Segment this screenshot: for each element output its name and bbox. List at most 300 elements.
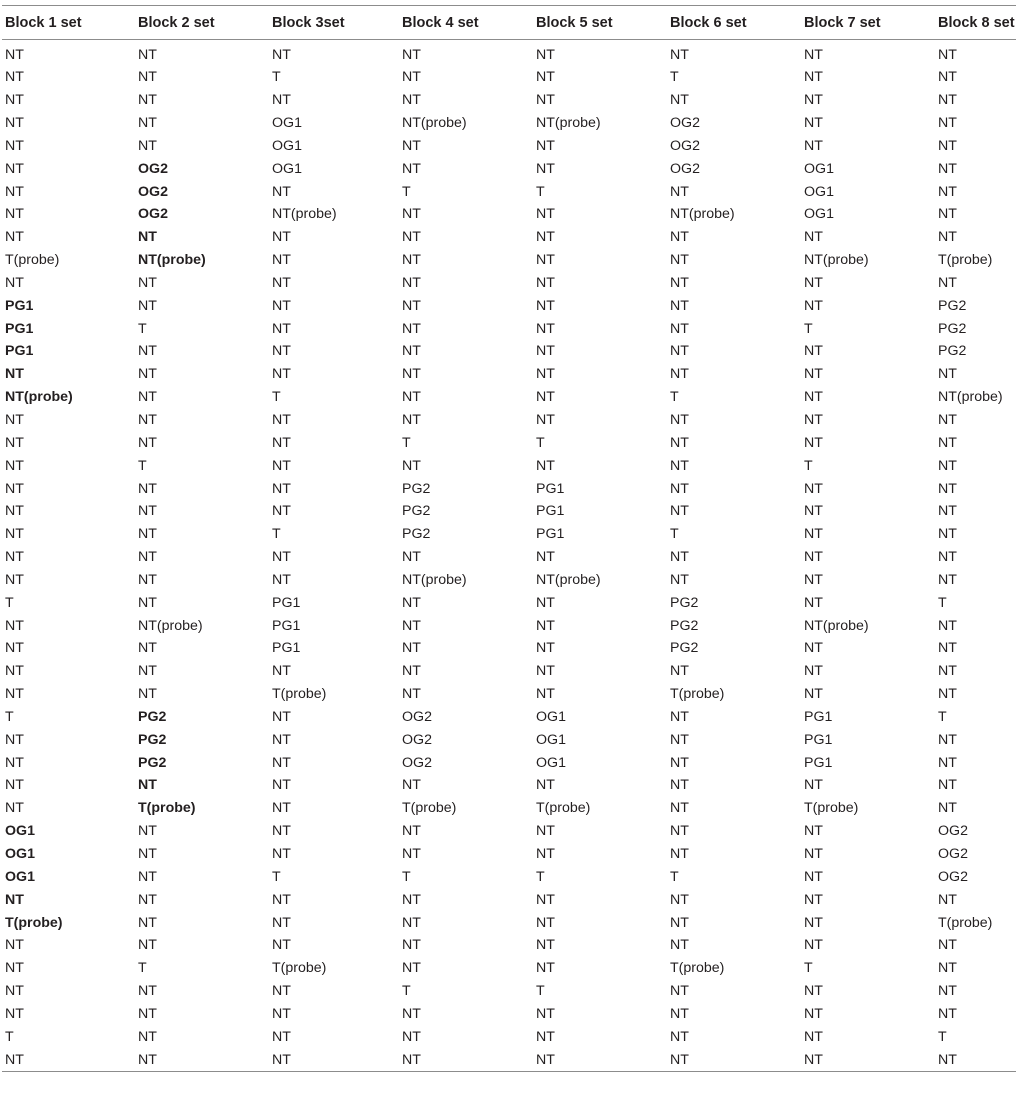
table-cell-block-7: NT — [804, 411, 823, 428]
table-cell-block-7: NT — [804, 274, 823, 291]
table-cell-block-4: NT — [402, 366, 421, 383]
table-cell-block-5: T — [536, 868, 545, 885]
table-cell-block-1: NT — [5, 526, 24, 543]
table-cell-block-1: T(probe) — [5, 252, 60, 269]
table-row — [2, 226, 1016, 249]
table-cell-block-3: NT — [272, 252, 291, 269]
table-cell-block-1: NT — [5, 640, 24, 657]
table-cell-block-2: NT — [138, 434, 157, 451]
table-cell-block-5: NT — [536, 411, 555, 428]
table-cell-block-2: NT(probe) — [138, 252, 206, 269]
table-cell-block-6: NT — [670, 549, 689, 566]
column-header-block-6: Block 6 set — [667, 6, 801, 40]
table-cell-block-2: NT — [138, 297, 157, 314]
table-cell-block-8: NT — [938, 526, 957, 543]
table-cell-block-4: PG2 — [402, 480, 431, 497]
table-cell-block-4: NT — [402, 252, 421, 269]
table-cell-block-6: NT — [670, 320, 689, 337]
table-row — [2, 1003, 1016, 1026]
table-cell-block-4: T(probe) — [402, 800, 457, 817]
table-cell-block-5: NT — [536, 640, 555, 657]
table-cell-block-2: NT — [138, 366, 157, 383]
table-cell-block-6: NT — [670, 503, 689, 520]
table-row — [2, 157, 1016, 180]
table-cell-block-8: NT — [938, 571, 957, 588]
table-body — [2, 40, 1016, 1072]
table-cell-block-2: NT — [138, 663, 157, 680]
table-cell-block-7: NT — [804, 868, 823, 885]
table-cell-block-4: NT — [402, 914, 421, 931]
table-cell-block-3: NT — [272, 708, 291, 725]
table-cell-block-2: NT — [138, 983, 157, 1000]
table-cell-block-6: NT — [670, 92, 689, 109]
table-cell-block-7: NT(probe) — [804, 252, 869, 269]
table-cell-block-2: T — [138, 960, 147, 977]
table-cell-block-6: NT — [670, 800, 689, 817]
table-cell-block-6: NT — [670, 183, 689, 200]
table-cell-block-3: PG1 — [272, 594, 301, 611]
table-cell-block-7: NT — [804, 389, 823, 406]
table-cell-block-6: NT — [670, 983, 689, 1000]
table-cell-block-7: NT — [804, 366, 823, 383]
table-cell-block-4: NT — [402, 1028, 421, 1045]
table-cell-block-8: NT — [938, 937, 957, 954]
table-cell-block-1: NT — [5, 457, 24, 474]
table-cell-block-5: NT — [536, 366, 555, 383]
table-cell-block-2: NT — [138, 526, 157, 543]
table-cell-block-8: NT — [938, 1051, 957, 1068]
table-cell-block-2: T — [138, 457, 147, 474]
table-cell-block-4: NT — [402, 1005, 421, 1022]
table-cell-block-6: OG2 — [670, 160, 700, 177]
table-cell-block-4: NT — [402, 92, 421, 109]
table-cell-block-5: NT — [536, 823, 555, 840]
table-cell-block-5: T — [536, 434, 545, 451]
table-row — [2, 363, 1016, 386]
table-cell-block-2: NT — [138, 846, 157, 862]
table-cell-block-1: NT — [5, 69, 24, 86]
table-cell-block-3: NT — [272, 297, 291, 314]
table-cell-block-5: NT — [536, 846, 555, 862]
table-cell-block-5: NT — [536, 252, 555, 269]
table-cell-block-3: OG1 — [272, 160, 302, 177]
table-cell-block-8: NT — [938, 366, 957, 383]
table-cell-block-6: NT — [670, 731, 689, 748]
table-cell-block-2: NT — [138, 503, 157, 520]
table-cell-block-7: NT — [804, 777, 823, 794]
table-cell-block-4: NT — [402, 960, 421, 977]
table-row — [2, 112, 1016, 135]
table-row — [2, 454, 1016, 477]
table-cell-block-5: OG1 — [536, 708, 566, 725]
table-cell-block-6: NT — [670, 914, 689, 931]
table-cell-block-5: NT — [536, 663, 555, 680]
table-cell-block-5: NT — [536, 297, 555, 314]
table-cell-block-7: NT(probe) — [804, 617, 869, 634]
table-cell-block-1: NT — [5, 983, 24, 1000]
table-cell-block-5: NT — [536, 617, 555, 634]
table-cell-block-8: NT — [938, 434, 957, 451]
table-cell-block-8: NT — [938, 800, 957, 817]
table-cell-block-4: NT — [402, 777, 421, 794]
table-header — [2, 6, 1016, 40]
table-cell-block-4: T — [402, 983, 411, 1000]
table-cell-block-2: NT — [138, 69, 157, 86]
table-cell-block-1: NT — [5, 960, 24, 977]
table-cell-block-2: NT — [138, 937, 157, 954]
table-cell-block-1: NT — [5, 46, 24, 63]
block-set-table-container — [2, 0, 1016, 1072]
table-cell-block-5: NT — [536, 137, 555, 154]
table-cell-block-2: NT — [138, 686, 157, 703]
table-cell-block-1: NT — [5, 92, 24, 109]
table-cell-block-2: OG2 — [138, 183, 168, 200]
table-cell-block-4: NT — [402, 549, 421, 566]
table-cell-block-5: NT — [536, 69, 555, 86]
table-cell-block-7: NT — [804, 983, 823, 1000]
table-cell-block-2: NT — [138, 137, 157, 154]
table-cell-block-8: NT — [938, 229, 957, 246]
table-cell-block-1: NT(probe) — [5, 389, 73, 406]
table-cell-block-3: NT — [272, 549, 291, 566]
table-cell-block-1: NT — [5, 366, 24, 383]
table-cell-block-4: NT — [402, 206, 421, 223]
table-cell-block-8: OG2 — [938, 846, 968, 862]
table-cell-block-3: T — [272, 389, 281, 406]
table-cell-block-5: NT — [536, 389, 555, 406]
table-cell-block-1: NT — [5, 160, 24, 177]
table-cell-block-7: PG1 — [804, 731, 833, 748]
table-cell-block-6: T — [670, 389, 679, 406]
table-cell-block-6: NT — [670, 663, 689, 680]
table-cell-block-6: NT — [670, 937, 689, 954]
table-cell-block-3: NT — [272, 320, 291, 337]
table-cell-block-2: NT — [138, 480, 157, 497]
table-cell-block-5: NT — [536, 549, 555, 566]
table-cell-block-4: NT(probe) — [402, 571, 467, 588]
table-cell-block-3: NT — [272, 800, 291, 817]
table-cell-block-8: T(probe) — [938, 914, 993, 931]
table-row — [2, 135, 1016, 158]
table-row — [2, 591, 1016, 614]
table-cell-block-5: NT(probe) — [536, 571, 601, 588]
table-cell-block-6: NT — [670, 252, 689, 269]
table-cell-block-8: T(probe) — [938, 252, 993, 269]
table-cell-block-8: NT — [938, 754, 957, 771]
table-cell-block-5: NT — [536, 229, 555, 246]
table-cell-block-7: NT — [804, 297, 823, 314]
table-cell-block-3: NT — [272, 480, 291, 497]
table-cell-block-3: PG1 — [272, 617, 301, 634]
table-cell-block-7: NT — [804, 640, 823, 657]
table-cell-block-8: OG2 — [938, 823, 968, 840]
table-cell-block-1: PG1 — [5, 297, 34, 314]
table-cell-block-3: NT — [272, 1051, 291, 1068]
table-cell-block-4: NT — [402, 686, 421, 703]
table-cell-block-2: T — [138, 320, 147, 337]
table-cell-block-7: OG1 — [804, 183, 834, 200]
table-cell-block-8: NT — [938, 137, 957, 154]
table-cell-block-1: NT — [5, 411, 24, 428]
table-cell-block-8: OG2 — [938, 868, 968, 885]
table-cell-block-6: NT — [670, 457, 689, 474]
table-cell-block-1: NT — [5, 434, 24, 451]
table-cell-block-3: PG1 — [272, 640, 301, 657]
table-cell-block-3: NT — [272, 846, 291, 862]
block-set-table — [2, 5, 1016, 1072]
table-row — [2, 500, 1016, 523]
table-cell-block-7: T — [804, 320, 813, 337]
table-cell-block-7: NT — [804, 137, 823, 154]
table-cell-block-4: NT(probe) — [402, 115, 467, 131]
table-row — [2, 386, 1016, 409]
table-row — [2, 637, 1016, 660]
table-cell-block-1: NT — [5, 137, 24, 154]
table-cell-block-7: NT — [804, 434, 823, 451]
table-cell-block-6: NT — [670, 1005, 689, 1022]
table-cell-block-3: OG1 — [272, 115, 302, 131]
table-cell-block-6: OG2 — [670, 115, 700, 131]
column-header-block-3: Block 3set — [269, 6, 399, 40]
table-cell-block-7: NT — [804, 115, 823, 131]
table-row — [2, 432, 1016, 455]
table-cell-block-5: T — [536, 983, 545, 1000]
table-cell-block-2: NT — [138, 571, 157, 588]
table-cell-block-4: NT — [402, 69, 421, 86]
table-cell-block-1: NT — [5, 183, 24, 200]
table-cell-block-2: NT — [138, 823, 157, 840]
table-cell-block-1: T — [5, 594, 14, 611]
table-cell-block-5: NT — [536, 92, 555, 109]
table-cell-block-4: NT — [402, 274, 421, 291]
table-cell-block-7: NT — [804, 891, 823, 908]
table-cell-block-6: NT — [670, 891, 689, 908]
column-header-block-5: Block 5 set — [533, 6, 667, 40]
table-row — [2, 774, 1016, 797]
table-cell-block-2: NT — [138, 343, 157, 360]
table-cell-block-3: NT — [272, 411, 291, 428]
table-cell-block-5: NT — [536, 206, 555, 223]
table-cell-block-5: NT(probe) — [536, 115, 601, 131]
table-cell-block-3: OG1 — [272, 137, 302, 154]
table-cell-block-8: NT — [938, 274, 957, 291]
table-cell-block-4: NT — [402, 1051, 421, 1068]
table-cell-block-8: NT(probe) — [938, 389, 1003, 406]
table-cell-block-6: NT — [670, 297, 689, 314]
table-cell-block-5: PG1 — [536, 526, 565, 543]
table-cell-block-8: NT — [938, 115, 957, 131]
table-cell-block-6: T — [670, 69, 679, 86]
table-cell-block-1: NT — [5, 274, 24, 291]
table-cell-block-8: T — [938, 1028, 947, 1045]
table-cell-block-8: PG2 — [938, 343, 967, 360]
table-cell-block-3: T — [272, 868, 281, 885]
table-cell-block-5: OG1 — [536, 731, 566, 748]
table-cell-block-5: NT — [536, 891, 555, 908]
table-cell-block-3: NT — [272, 777, 291, 794]
table-cell-block-8: PG2 — [938, 297, 967, 314]
table-cell-block-5: T — [536, 183, 545, 200]
table-cell-block-7: NT — [804, 571, 823, 588]
table-cell-block-4: NT — [402, 411, 421, 428]
table-cell-block-1: NT — [5, 1051, 24, 1068]
table-cell-block-8: NT — [938, 617, 957, 634]
table-cell-block-5: NT — [536, 274, 555, 291]
table-cell-block-3: NT — [272, 983, 291, 1000]
table-cell-block-3: NT — [272, 274, 291, 291]
table-cell-block-8: NT — [938, 640, 957, 657]
table-cell-block-6: NT — [670, 571, 689, 588]
table-cell-block-1: NT — [5, 480, 24, 497]
table-row — [2, 180, 1016, 203]
table-cell-block-6: NT — [670, 846, 689, 862]
table-cell-block-5: NT — [536, 160, 555, 177]
table-row — [2, 40, 1016, 67]
table-cell-block-1: PG1 — [5, 343, 34, 360]
column-header-block-4: Block 4 set — [399, 6, 533, 40]
table-cell-block-4: NT — [402, 594, 421, 611]
table-cell-block-8: NT — [938, 480, 957, 497]
table-cell-block-7: PG1 — [804, 754, 833, 771]
table-cell-block-4: NT — [402, 937, 421, 954]
table-cell-block-5: T(probe) — [536, 800, 591, 817]
table-cell-block-1: OG1 — [5, 823, 35, 840]
table-row — [2, 317, 1016, 340]
table-cell-block-1: NT — [5, 503, 24, 520]
table-cell-block-8: NT — [938, 1005, 957, 1022]
table-cell-block-1: NT — [5, 731, 24, 748]
table-cell-block-4: NT — [402, 846, 421, 862]
table-cell-block-4: T — [402, 434, 411, 451]
table-cell-block-8: NT — [938, 686, 957, 703]
table-cell-block-6: NT — [670, 274, 689, 291]
table-cell-block-7: NT — [804, 1051, 823, 1068]
table-cell-block-5: NT — [536, 343, 555, 360]
table-row — [2, 1025, 1016, 1048]
table-cell-block-4: OG2 — [402, 754, 432, 771]
table-cell-block-6: NT — [670, 480, 689, 497]
table-cell-block-7: NT — [804, 1005, 823, 1022]
table-cell-block-4: NT — [402, 343, 421, 360]
table-cell-block-7: NT — [804, 937, 823, 954]
table-cell-block-3: NT — [272, 823, 291, 840]
table-cell-block-8: NT — [938, 983, 957, 1000]
table-cell-block-5: NT — [536, 937, 555, 954]
table-cell-block-2: NT — [138, 868, 157, 885]
table-cell-block-5: PG1 — [536, 503, 565, 520]
table-cell-block-6: OG2 — [670, 137, 700, 154]
table-cell-block-1: OG1 — [5, 868, 35, 885]
table-cell-block-6: NT — [670, 411, 689, 428]
table-cell-block-8: NT — [938, 960, 957, 977]
table-cell-block-4: OG2 — [402, 708, 432, 725]
table-cell-block-3: NT — [272, 366, 291, 383]
table-cell-block-3: NT — [272, 571, 291, 588]
table-row — [2, 66, 1016, 89]
table-cell-block-1: OG1 — [5, 846, 35, 862]
table-cell-block-4: OG2 — [402, 731, 432, 748]
table-cell-block-8: NT — [938, 183, 957, 200]
column-header-block-1: Block 1 set — [2, 6, 135, 40]
table-cell-block-3: NT — [272, 731, 291, 748]
table-cell-block-3: NT — [272, 1028, 291, 1045]
table-row — [2, 934, 1016, 957]
table-cell-block-3: NT — [272, 914, 291, 931]
table-cell-block-3: T(probe) — [272, 686, 327, 703]
table-cell-block-2: NT — [138, 274, 157, 291]
table-cell-block-1: NT — [5, 206, 24, 223]
table-cell-block-3: T(probe) — [272, 960, 327, 977]
table-row — [2, 1048, 1016, 1071]
table-cell-block-1: NT — [5, 549, 24, 566]
table-cell-block-3: NT(probe) — [272, 206, 337, 223]
table-cell-block-7: OG1 — [804, 160, 834, 177]
table-row — [2, 294, 1016, 317]
table-row — [2, 409, 1016, 432]
column-header-block-7: Block 7 set — [801, 6, 935, 40]
table-cell-block-4: NT — [402, 229, 421, 246]
table-cell-block-3: NT — [272, 92, 291, 109]
table-cell-block-8: NT — [938, 206, 957, 223]
table-row — [2, 751, 1016, 774]
table-cell-block-5: NT — [536, 686, 555, 703]
table-cell-block-6: NT — [670, 754, 689, 771]
table-cell-block-2: NT(probe) — [138, 617, 203, 634]
table-cell-block-5: PG1 — [536, 480, 565, 497]
table-cell-block-7: NT — [804, 92, 823, 109]
table-cell-block-3: NT — [272, 891, 291, 908]
table-row — [2, 797, 1016, 820]
table-row — [2, 614, 1016, 637]
table-cell-block-5: NT — [536, 320, 555, 337]
table-cell-block-2: NT — [138, 1028, 157, 1045]
table-cell-block-3: NT — [272, 343, 291, 360]
table-cell-block-2: NT — [138, 46, 157, 63]
table-cell-block-5: NT — [536, 1028, 555, 1045]
table-cell-block-8: NT — [938, 160, 957, 177]
table-cell-block-8: NT — [938, 46, 957, 63]
table-cell-block-5: NT — [536, 1005, 555, 1022]
table-cell-block-7: NT — [804, 46, 823, 63]
table-cell-block-6: T(probe) — [670, 960, 725, 977]
table-cell-block-7: PG1 — [804, 708, 833, 725]
table-row — [2, 546, 1016, 569]
table-cell-block-1: NT — [5, 663, 24, 680]
table-cell-block-6: NT — [670, 343, 689, 360]
table-cell-block-5: NT — [536, 46, 555, 63]
table-cell-block-7: NT — [804, 229, 823, 246]
table-cell-block-2: NT — [138, 777, 157, 794]
table-cell-block-7: NT — [804, 549, 823, 566]
table-cell-block-4: NT — [402, 297, 421, 314]
table-cell-block-4: NT — [402, 160, 421, 177]
table-cell-block-3: NT — [272, 937, 291, 954]
table-cell-block-7: NT — [804, 480, 823, 497]
table-cell-block-3: NT — [272, 503, 291, 520]
table-cell-block-6: NT — [670, 46, 689, 63]
table-cell-block-2: NT — [138, 92, 157, 109]
table-row — [2, 843, 1016, 866]
table-row — [2, 477, 1016, 500]
table-cell-block-8: NT — [938, 777, 957, 794]
table-cell-block-2: NT — [138, 229, 157, 246]
table-cell-block-1: NT — [5, 800, 24, 817]
table-cell-block-6: T(probe) — [670, 686, 725, 703]
table-cell-block-7: NT — [804, 594, 823, 611]
table-cell-block-6: PG2 — [670, 640, 699, 657]
table-cell-block-6: NT — [670, 1028, 689, 1045]
table-cell-block-3: NT — [272, 434, 291, 451]
